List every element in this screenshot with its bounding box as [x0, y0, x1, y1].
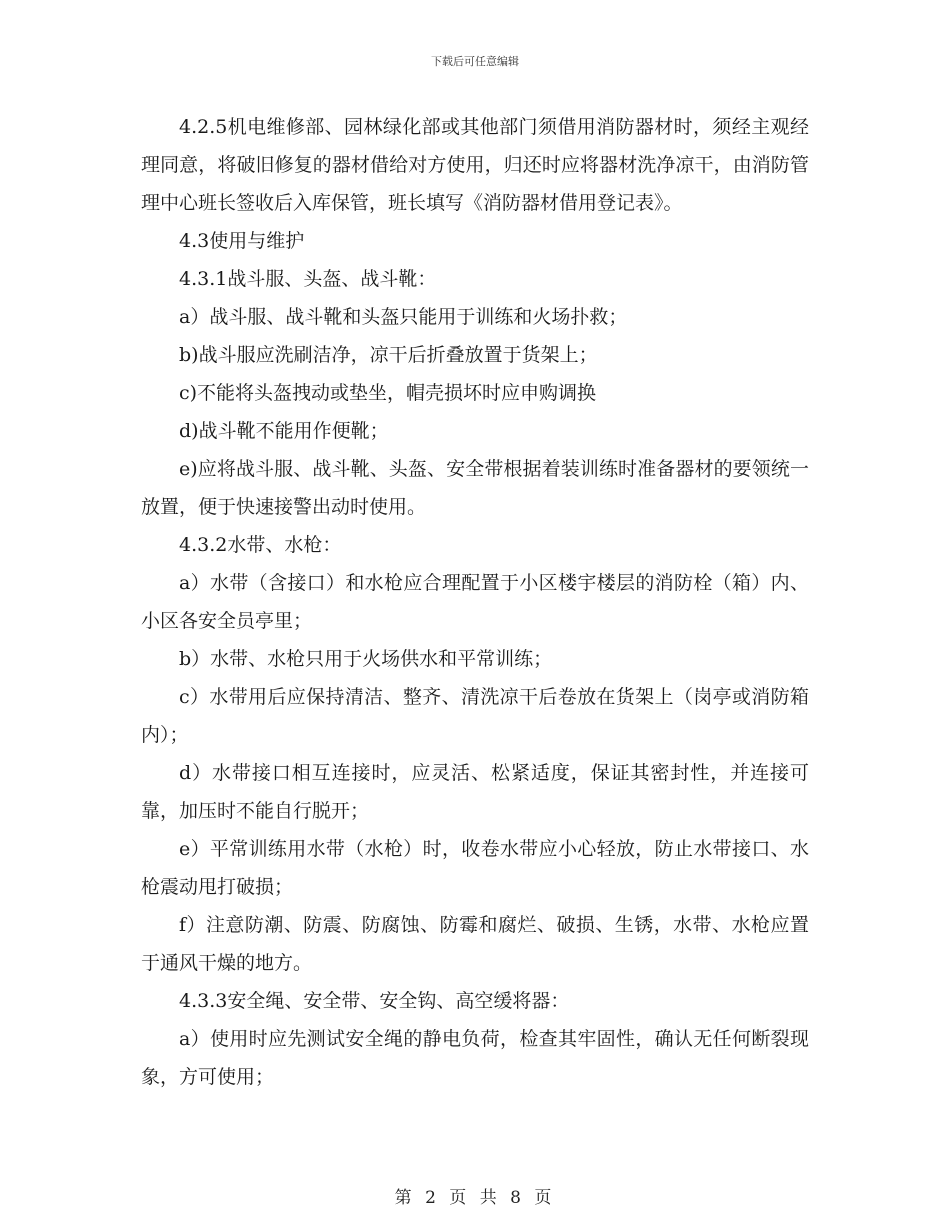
- paragraph-4-2-5: 4.2.5机电维修部、园林绿化部或其他部门须借用消防器材时，须经主观经理同意，将破旧修复的器材借给对方使用，归还时应将器材洗净凉干，由消防管理中心班长签收后入库保管，班长填写《消防器材借用登记表》。: [141, 116, 809, 214]
- subsection-heading-4-3-1: 4.3.1战斗服、头盔、战斗靴：: [179, 268, 437, 290]
- subsection-heading-4-3-2: 4.3.2水带、水枪：: [179, 534, 342, 556]
- list-item: e)应将战斗服、战斗靴、头盔、安全带根据着装训练时准备器材的要领统一放置，便于快速接警出动时使用。: [141, 458, 809, 518]
- list-item: c）水带用后应保持清洁、整齐、清洗凉干后卷放在货架上（岗亭或消防箱内）；: [141, 686, 809, 746]
- subsection-heading-4-3-3: 4.3.3安全绳、安全带、安全钩、高空缓将器：: [179, 990, 570, 1012]
- list-item: a）战斗服、战斗靴和头盔只能用于训练和火场扑救；: [179, 306, 628, 328]
- section-heading-4-3: 4.3使用与维护: [179, 230, 305, 252]
- list-item: d）水带接口相互连接时，应灵活、松紧适度，保证其密封性，并连接可靠，加压时不能自行脱开；: [141, 762, 809, 822]
- list-item: f）注意防潮、防震、防腐蚀、防霉和腐烂、破损、生锈，水带、水枪应置于通风干燥的地方。: [141, 914, 809, 974]
- list-item: a）水带（含接口）和水枪应合理配置于小区楼宇楼层的消防栓（箱）内、小区各安全员亭里；: [141, 572, 809, 632]
- list-item: e）平常训练用水带（水枪）时，收卷水带应小心轻放，防止水带接口、水枪震动甩打破损；: [141, 838, 809, 898]
- list-item: b）水带、水枪只用于火场供水和平常训练；: [179, 648, 553, 670]
- list-item: d)战斗靴不能用作便靴；: [179, 420, 389, 442]
- document-body: [141, 108, 809, 1096]
- list-item: b)战斗服应洗刷洁净，凉干后折叠放置于货架上；: [179, 344, 598, 366]
- page-header: 下载后可任意编辑: [431, 55, 519, 68]
- list-item: c)不能将头盔拽动或垫坐，帽壳损坏时应申购调换: [179, 382, 597, 404]
- page-number-footer: 第 2 页 共 8 页: [394, 1188, 556, 1208]
- list-item: a）使用时应先测试安全绳的静电负荷，检查其牢固性，确认无任何断裂现象，方可使用；: [141, 1028, 809, 1088]
